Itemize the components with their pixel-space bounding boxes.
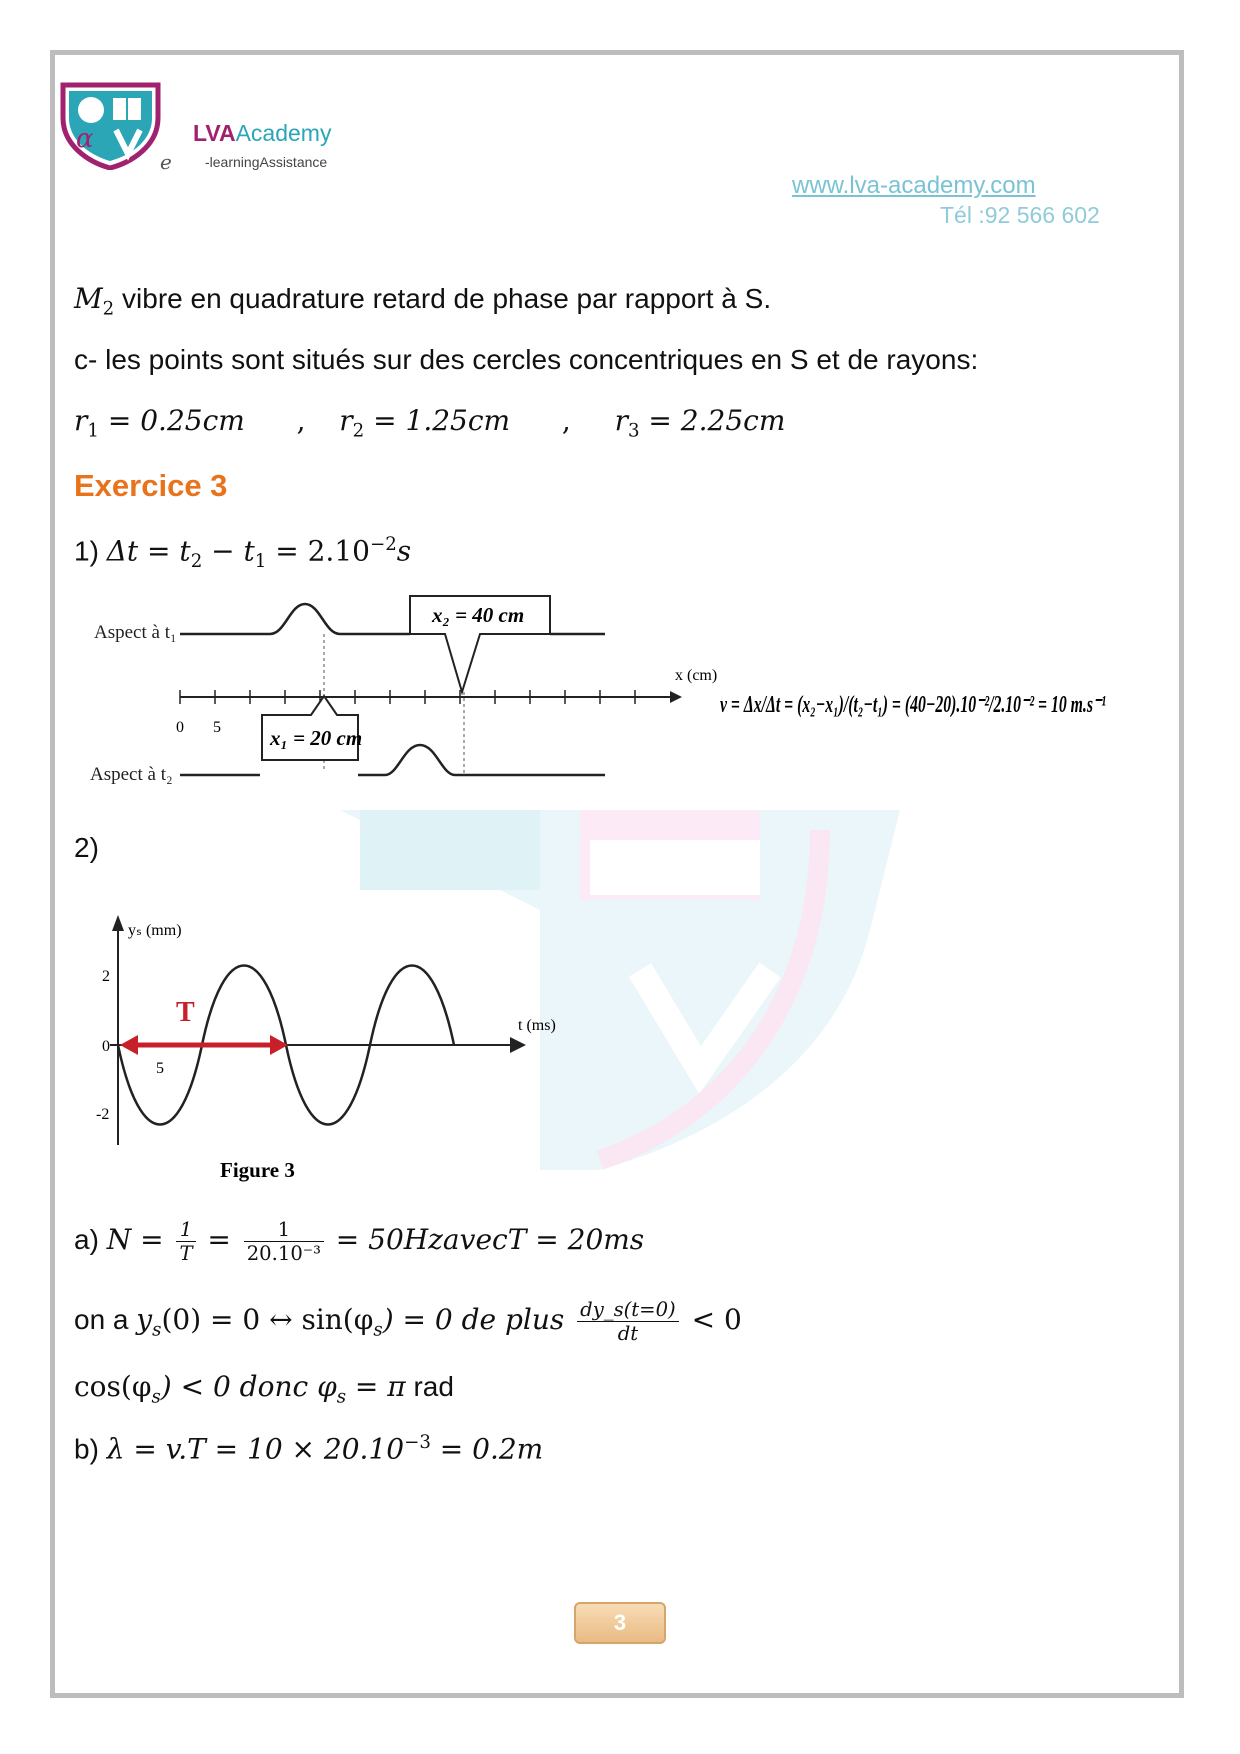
- x-axis-label: t (ms): [518, 1017, 556, 1034]
- answer-b-wavelength: b) $\lambda = v.T = 10 \times 20.10^{-3} = 0.2m$: [74, 1432, 544, 1466]
- x1-label: x₁ = 20 cm: [270, 726, 363, 750]
- answer-initial-conditions: on a $y_s(0) = 0$ ↔ $\sin(\varphi_s) = 0$ de plus $\frac{dy\_s(t=0)}{dt}$ < 0: [74, 1298, 742, 1345]
- aspect-t2-label: Aspect à t₂: [90, 764, 173, 785]
- tick-5: 5: [213, 719, 221, 736]
- x2-label: x₂ = 40 cm: [432, 603, 525, 627]
- y-tick-neg2: -2: [96, 1106, 110, 1123]
- text-line-rayons: $r_1 = 0.25cm$ , $r_2 = 1.25cm$ , $r_3 = 2.25cm$: [74, 404, 786, 442]
- velocity-formula: v = Δx/Δt = (x₂−x₁)/(t₂−t₁) = (40−20).10⁻²/2.10⁻² = 10 m.s⁻¹: [720, 692, 1106, 718]
- y-tick-0: 0: [102, 1038, 110, 1055]
- period-label: T: [176, 997, 195, 1028]
- phone-number: Tél :92 566 602: [940, 202, 1100, 228]
- brand-lva: LVA: [193, 120, 236, 146]
- lva-shield-logo: [58, 80, 163, 170]
- exercise-heading: Exercice 3: [74, 468, 228, 503]
- svg-text:α: α: [76, 124, 94, 154]
- sinusoid-graph-figure: [80, 915, 590, 1185]
- question-1: 1) $\Delta t = t_2 - t_1 = 2.10^{-2}s$: [74, 534, 412, 572]
- answer-a-frequency: a) N = $\frac{1}{T}$ = $\frac{1}{\text{20.10⁻³}}$ = 50HzavecT = 20ms: [74, 1218, 645, 1265]
- answer-phase: $\cos(\varphi_s) < 0$ donc $\varphi_s = \pi$ rad: [74, 1370, 454, 1408]
- x-tick-5: 5: [156, 1060, 164, 1077]
- figure-caption: Figure 3: [220, 1158, 295, 1182]
- axis-x-label: x (cm): [675, 667, 718, 684]
- website-link[interactable]: www.lva-academy.com: [792, 172, 1036, 199]
- fraction-1-over-period: $\frac{1}{\text{20.10⁻³}}$: [244, 1218, 324, 1265]
- wave-propagation-figure: [80, 590, 1110, 800]
- text-line-m2: $M_2$ vibre en quadrature retard de phase par rapport à S.: [74, 282, 772, 320]
- text-line-cercles: c- les points sont situés sur des cercles concentriques en S et de rayons:: [74, 344, 979, 375]
- brand-academy: Academy: [235, 120, 332, 146]
- question-2-label: 2): [74, 832, 99, 863]
- page-number-badge: 3: [574, 1602, 666, 1644]
- tick-0: 0: [176, 719, 184, 736]
- y-axis-label: yₛ (mm): [128, 922, 182, 939]
- fraction-derivative: $\frac{dy\_s(t=0)}{dt}$: [577, 1298, 679, 1345]
- logo-e-mark: e: [160, 150, 172, 174]
- fraction-1-over-T: $\frac{1}{T}$: [176, 1218, 195, 1265]
- aspect-t1-label: Aspect à t₁: [94, 622, 177, 643]
- brand-name: [193, 120, 331, 147]
- y-tick-2: 2: [102, 968, 110, 985]
- brand-tagline: -learningAssistance: [205, 154, 328, 170]
